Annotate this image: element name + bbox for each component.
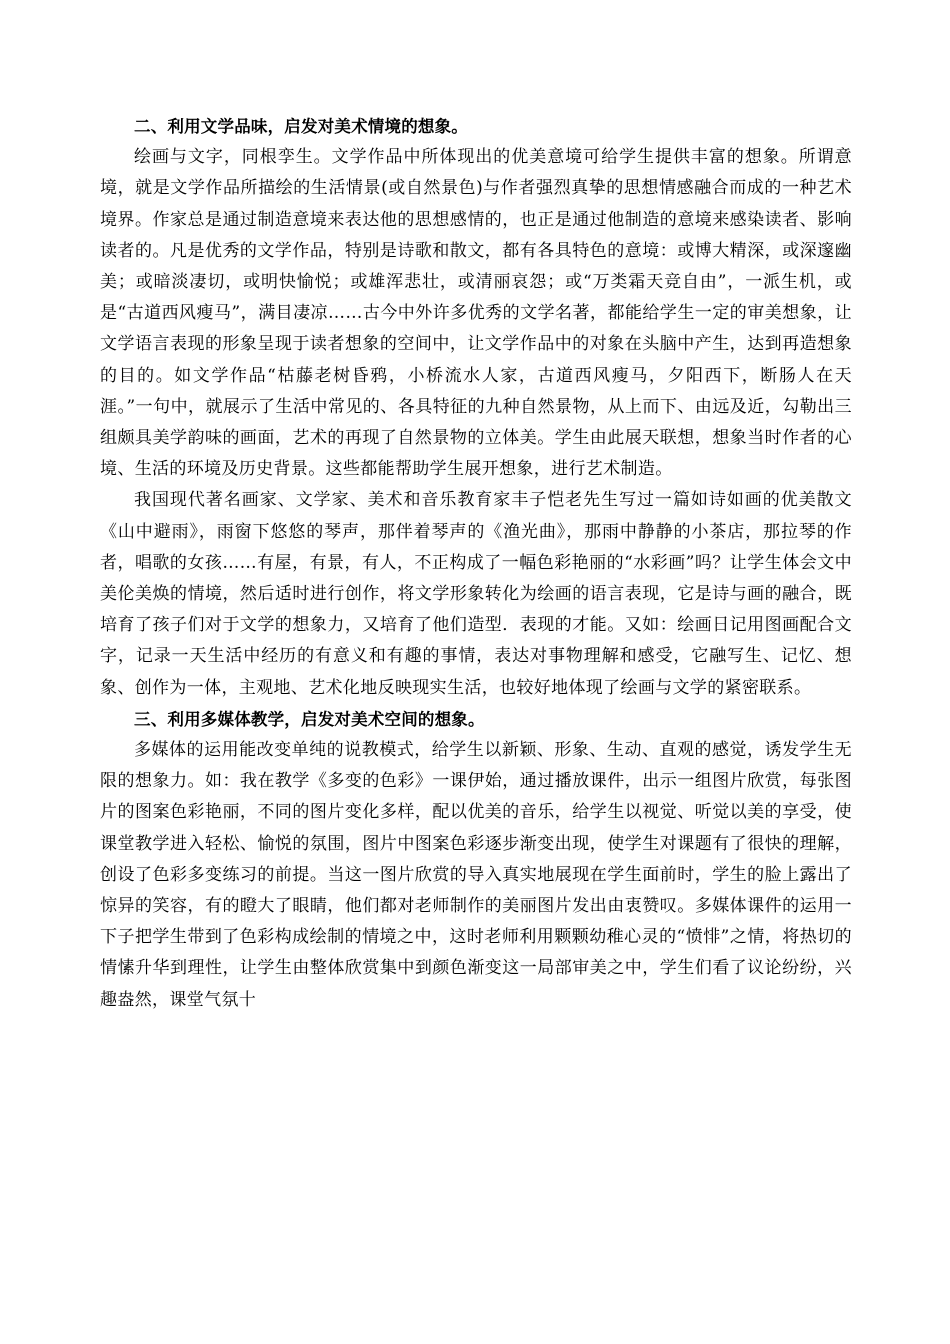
body-paragraph: 绘画与文字，同根孪生。文学作品中所体现出的优美意境可给学生提供丰富的想象。所谓意境，就是文学作品所描绘的生活情景(或自然景色)与作者强烈真挚的思想情感融合而成的一种艺术境界。作家总是通过制造意境来表达他的思想感情的，也正是通过他制造的意境来感染读者、影响读者的。凡是优秀的文学作品，特别是诗歌和散文，都有各具特色的意境：或博大精深，或深邃幽美；或暗淡凄切，或明快愉悦；或雄浑悲壮，或清丽哀怨；或“万类霜天竞自由”，一派生机，或是“古道西风瘦马”，满目凄凉……古今中外许多优秀的文学名著，都能给学生一定的审美想象，让文学语言表现的形象呈现于读者想象的空间中，让文学作品中的对象在头脑中产生，达到再造想象的目的。如文学作品“枯藤老树昏鸦，小桥流水人家，古道西风瘦马，夕阳西下，断肠人在天涯。”一句中，就展示了生活中常见的、各具特征的九种自然景物，从上而下、由远及近，勾勒出三组颇具美学韵味的画面，艺术的再现了自然景物的立体美。学生由此展天联想，想象当时作者的心境、生活的环境及历史背景。这些都能帮助学生展开想象，进行艺术制造。 (100, 147, 852, 480)
body-paragraph: 我国现代著名画家、文学家、美术和音乐教育家丰子恺老先生写过一篇如诗如画的优美散文《山中避雨》，雨窗下悠悠的琴声，那伴着琴声的《渔光曲》，那雨中静静的小茶店，那拉琴的作者，唱歌的女孩……有屋，有景，有人，不正构成了一幅色彩艳丽的“水彩画”吗？让学生体会文中美伦美焕的情境，然后适时进行创作，将文学形象转化为绘画的语言表现，它是诗与画的融合，既培育了孩子们对于文学的想象力，又培育了他们造型．表现的才能。又如：绘画日记用图画配合文字，记录一天生活中经历的有意义和有趣的事情，表达对事物理解和感受，它融写生、记忆、想象、创作为一体，主观地、艺术化地反映现实生活，也较好地体现了绘画与文学的紧密联系。 (100, 490, 852, 698)
document-body (100, 111, 852, 1016)
section-heading: 二、利用文学品味，启发对美术情境的想象。 (134, 117, 468, 136)
body-paragraph: 多媒体的运用能改变单纯的说教模式，给学生以新颖、形象、生动、直观的感觉，诱发学生无限的想象力。如：我在教学《多变的色彩》一课伊始，通过播放课件，出示一组图片欣赏，每张图片的图案色彩艳丽，不同的图片变化多样，配以优美的音乐，给学生以视觉、听觉以美的享受，使课堂教学进入轻松、愉悦的氛围，图片中图案色彩逐步渐变出现，使学生对课题有了很快的理解，创设了色彩多变练习的前提。当这一图片欣赏的导入真实地展现在学生面前时，学生的脸上露出了惊异的笑容，有的瞪大了眼睛，他们都对老师制作的美丽图片发出由衷赞叹。多媒体课件的运用一下子把学生带到了色彩构成绘制的情境之中，这时老师利用颗颗幼稚心灵的“愤悱”之情，将热切的情愫升华到理性，让学生由整体欣赏集中到颜色渐变这一局部审美之中，学生们看了议论纷纷，兴趣盎然，课堂气氛十 (100, 740, 852, 1010)
section-literature (100, 111, 852, 704)
section-heading: 三、利用多媒体教学，启发对美术空间的想象。 (134, 709, 485, 729)
section-multimedia (100, 704, 852, 1016)
